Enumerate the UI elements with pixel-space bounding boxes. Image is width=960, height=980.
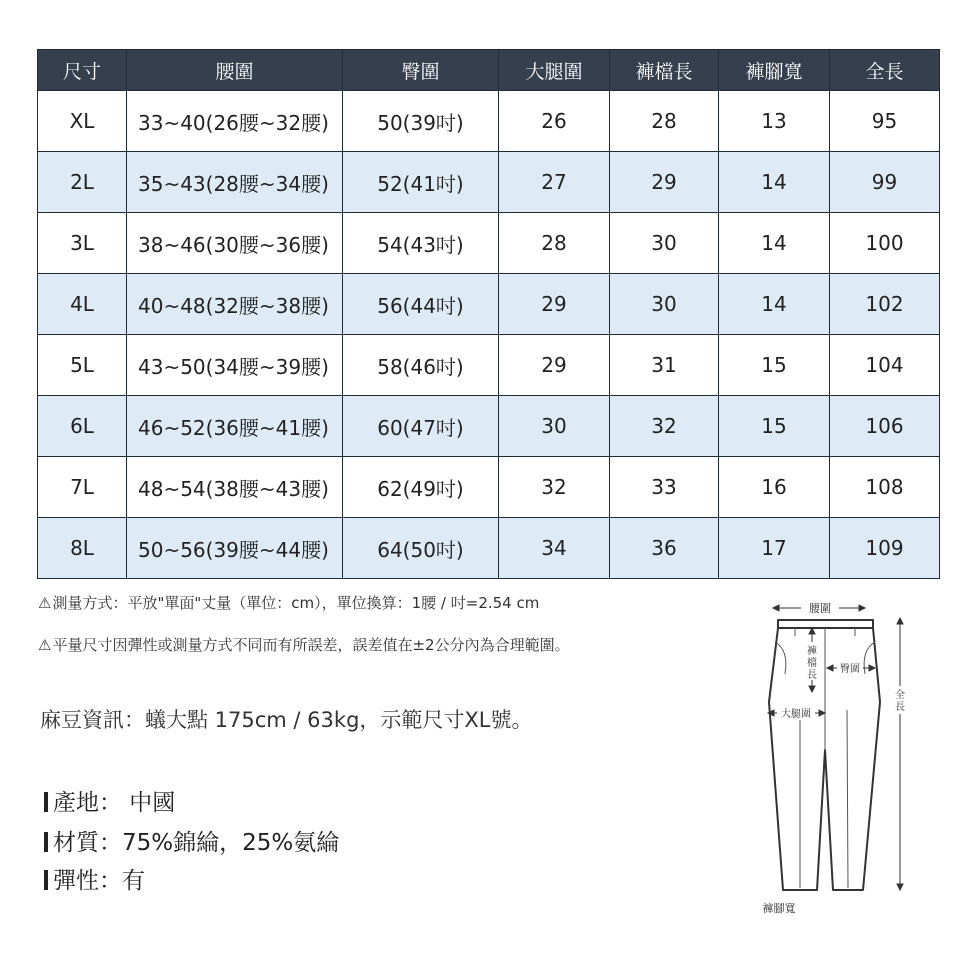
measure-note-text: 測量方式：平放"單面"丈量（單位：cm），單位換算：1腰 / 吋=2.54 cm	[52, 594, 540, 612]
cell-length: 102	[830, 274, 940, 335]
cell-hip: 54(43吋)	[343, 213, 499, 274]
label-rise-3: 長	[807, 670, 817, 681]
cell-waist: 35~43(28腰~34腰)	[127, 152, 343, 213]
bullet-bar	[44, 792, 48, 812]
measure-note	[38, 592, 539, 613]
cell-hem: 17	[719, 518, 830, 579]
bullet-bar	[44, 832, 48, 852]
cell-size: 5L	[38, 335, 127, 396]
cell-waist: 43~50(34腰~39腰)	[127, 335, 343, 396]
cell-hem: 14	[719, 152, 830, 213]
cell-length: 99	[830, 152, 940, 213]
cell-thigh: 29	[499, 335, 610, 396]
cell-size: 4L	[38, 274, 127, 335]
cell-length: 100	[830, 213, 940, 274]
label-thigh: 大腿圍	[781, 709, 811, 720]
cell-waist: 38~46(30腰~36腰)	[127, 213, 343, 274]
cell-length: 95	[830, 91, 940, 152]
model-info: 麻豆資訊：蟻大點 175cm / 63kg，示範尺寸XL號。	[40, 708, 533, 732]
cell-thigh: 34	[499, 518, 610, 579]
table-row	[38, 457, 940, 518]
cell-hem: 15	[719, 396, 830, 457]
cell-rise: 30	[610, 213, 719, 274]
cell-rise: 32	[610, 396, 719, 457]
label-hip: 臀圍	[840, 664, 860, 675]
table-row	[38, 518, 940, 579]
table-header-row	[38, 50, 940, 91]
spec-material-label: 材質：	[53, 830, 122, 856]
cell-hip: 64(50吋)	[343, 518, 499, 579]
cell-hip: 56(44吋)	[343, 274, 499, 335]
tolerance-note	[38, 634, 570, 655]
cell-hem: 13	[719, 91, 830, 152]
cell-rise: 28	[610, 91, 719, 152]
cell-size: 7L	[38, 457, 127, 518]
cell-rise: 36	[610, 518, 719, 579]
warning-icon: ⚠	[38, 636, 52, 654]
cell-length: 109	[830, 518, 940, 579]
label-hem: 褲腳寬	[762, 902, 796, 915]
label-length-2: 長	[895, 702, 905, 713]
pants-measurement-diagram	[745, 590, 920, 920]
cell-thigh: 27	[499, 152, 610, 213]
spec-origin	[44, 784, 175, 817]
spec-origin-label: 產地：	[53, 790, 122, 816]
cell-waist: 48~54(38腰~43腰)	[127, 457, 343, 518]
table-row	[38, 274, 940, 335]
cell-rise: 30	[610, 274, 719, 335]
header-size: 尺寸	[38, 50, 127, 91]
spec-material-value: 75%錦綸，25%氨綸	[122, 830, 340, 856]
cell-waist: 33~40(26腰~32腰)	[127, 91, 343, 152]
cell-size: XL	[38, 91, 127, 152]
table-row	[38, 213, 940, 274]
cell-waist: 50~56(39腰~44腰)	[127, 518, 343, 579]
cell-rise: 29	[610, 152, 719, 213]
cell-hem: 16	[719, 457, 830, 518]
cell-size: 6L	[38, 396, 127, 457]
size-table	[37, 49, 940, 579]
cell-size: 2L	[38, 152, 127, 213]
cell-length: 108	[830, 457, 940, 518]
label-rise-2: 檔	[807, 658, 817, 669]
spec-origin-value: 中國	[122, 790, 176, 816]
table-row	[38, 396, 940, 457]
cell-rise: 31	[610, 335, 719, 396]
cell-hip: 62(49吋)	[343, 457, 499, 518]
table-row	[38, 91, 940, 152]
spec-elasticity-label: 彈性：	[53, 868, 122, 894]
header-waist: 腰圍	[127, 50, 343, 91]
header-rise: 褲檔長	[610, 50, 719, 91]
table-row	[38, 335, 940, 396]
cell-thigh: 29	[499, 274, 610, 335]
label-waist: 腰圍	[809, 602, 831, 615]
cell-size: 3L	[38, 213, 127, 274]
cell-length: 106	[830, 396, 940, 457]
spec-elasticity	[44, 862, 145, 895]
cell-hem: 14	[719, 274, 830, 335]
cell-thigh: 28	[499, 213, 610, 274]
cell-size: 8L	[38, 518, 127, 579]
spec-material	[44, 824, 339, 857]
label-rise-1: 褲	[807, 646, 817, 657]
warning-icon: ⚠	[38, 594, 52, 612]
cell-thigh: 26	[499, 91, 610, 152]
cell-waist: 40~48(32腰~38腰)	[127, 274, 343, 335]
cell-hem: 14	[719, 213, 830, 274]
cell-hip: 60(47吋)	[343, 396, 499, 457]
tolerance-note-text: 平量尺寸因彈性或測量方式不同而有所誤差，誤差值在±2公分內為合理範圍。	[52, 636, 570, 654]
spec-elasticity-value: 有	[122, 868, 145, 894]
table-row	[38, 152, 940, 213]
cell-rise: 33	[610, 457, 719, 518]
cell-waist: 46~52(36腰~41腰)	[127, 396, 343, 457]
cell-thigh: 32	[499, 457, 610, 518]
header-length: 全長	[830, 50, 940, 91]
cell-hip: 50(39吋)	[343, 91, 499, 152]
header-thigh: 大腿圍	[499, 50, 610, 91]
label-length-1: 全	[895, 690, 905, 701]
header-hem: 褲腳寬	[719, 50, 830, 91]
cell-hem: 15	[719, 335, 830, 396]
length-measure-arrow	[897, 618, 903, 890]
cell-hip: 52(41吋)	[343, 152, 499, 213]
cell-hip: 58(46吋)	[343, 335, 499, 396]
header-hip: 臀圍	[343, 50, 499, 91]
cell-length: 104	[830, 335, 940, 396]
bullet-bar	[44, 870, 48, 890]
cell-thigh: 30	[499, 396, 610, 457]
